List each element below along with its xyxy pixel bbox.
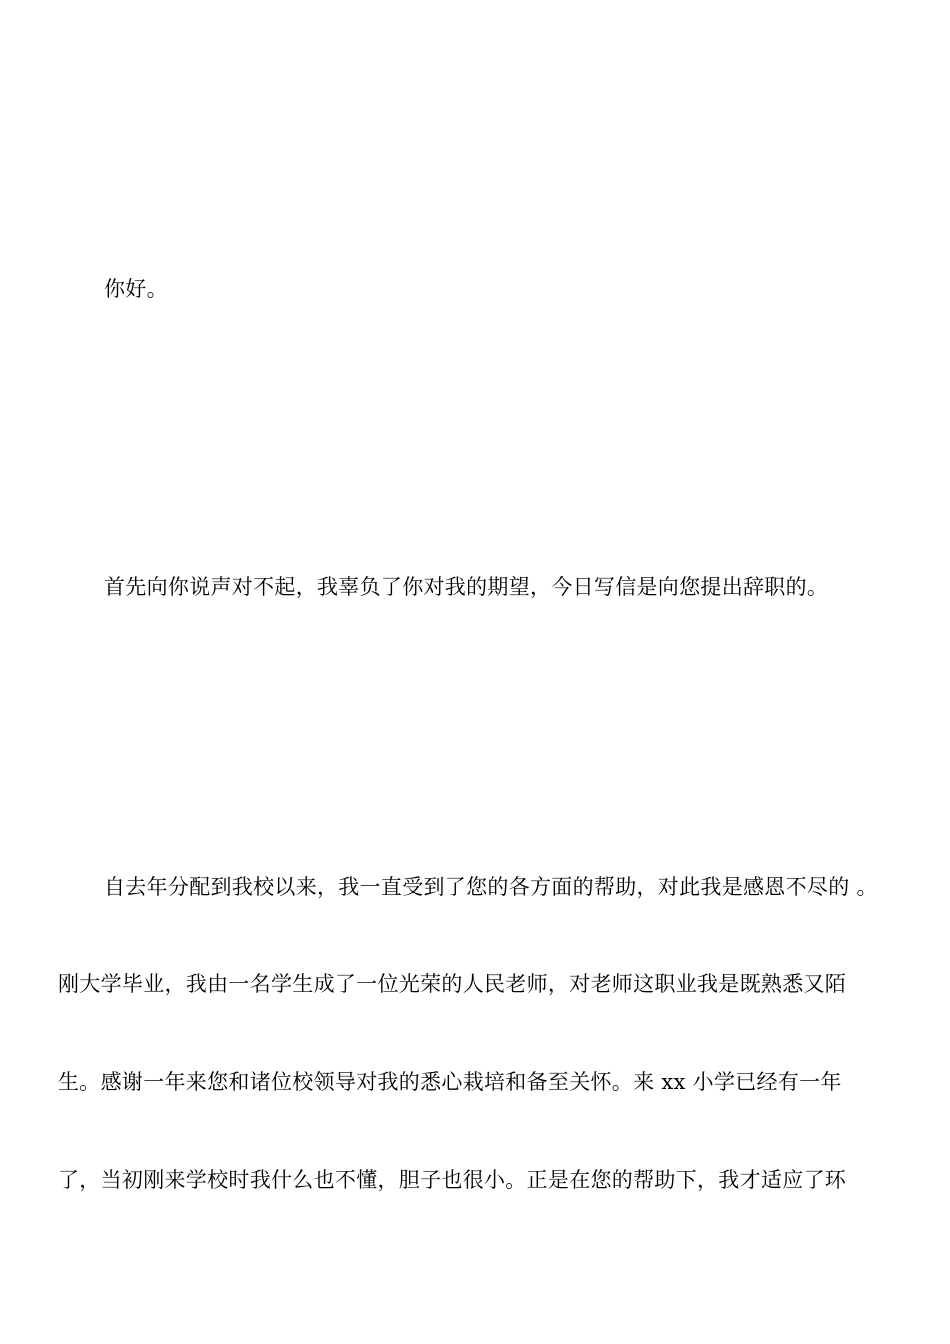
paragraph-2-line-4: 了，当初刚来学校时我什么也不懂，胆子也很小。正是在您的帮助下，我才适应了环 [58,1168,847,1192]
paragraph-1-line: 首先向你说声对不起，我辜负了你对我的期望，今日写信是向您提出辞职的。 [104,575,829,599]
greeting-line: 你好。 [104,277,168,301]
paragraph-2-line-1: 自去年分配到我校以来，我一直受到了您的各方面的帮助，对此我是感恩不尽的 。 [104,875,878,899]
paragraph-2-line-3: 生。感谢一年来您和诸位校领导对我的悉心栽培和备至关怀。来 xx 小学已经有一年 [58,1070,842,1094]
paragraph-2-line-2: 刚大学毕业，我由一名学生成了一位光荣的人民老师，对老师这职业我是既熟悉又陌 [58,972,847,996]
